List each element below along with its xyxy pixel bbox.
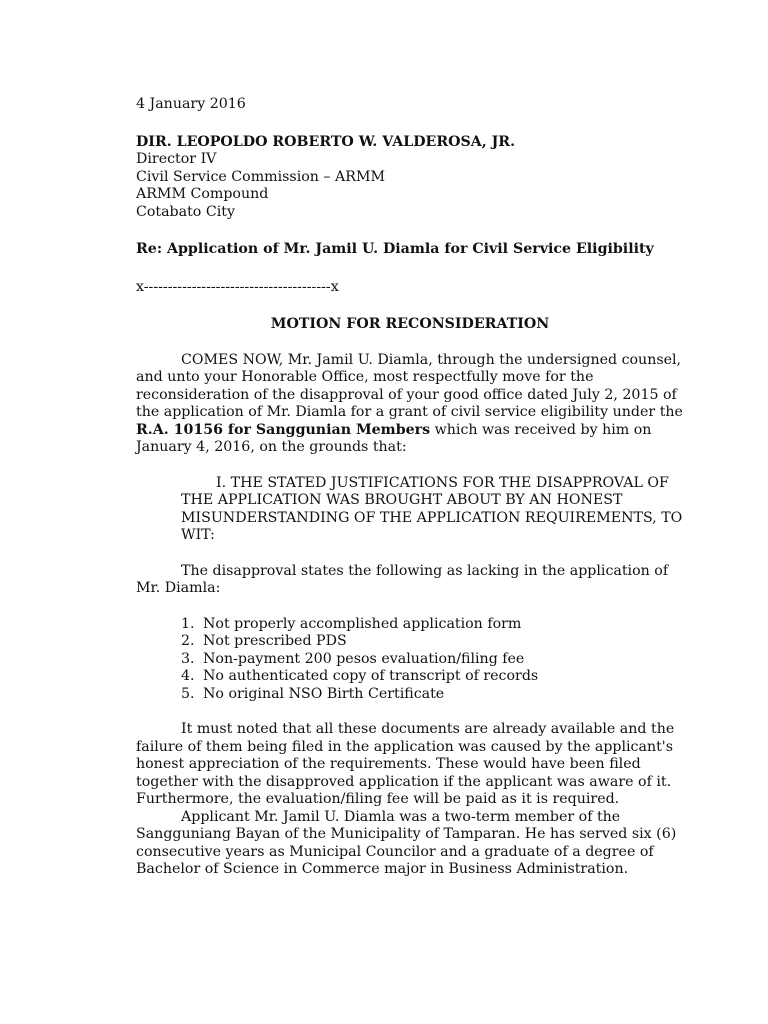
recipient-office: Civil Service Commission – ARMM	[136, 168, 386, 185]
applicant-paragraph: Applicant Mr. Jamil U. Diamla was a two-term member of the Sangguniang Bayan of the Municipality of Tamparan. He has served six (6) consecutive years as Municipal Councilor and a graduate of a degree of Bachelor of Science in Commerce major in Business Administration.	[136, 808, 677, 877]
list-item	[181, 668, 684, 686]
letter-date: 4 January 2016	[136, 96, 246, 112]
list-item-number: 2.	[181, 633, 195, 649]
list-item-number: 5.	[181, 685, 195, 702]
list-item	[181, 616, 684, 634]
list-item-number: 1.	[181, 615, 195, 632]
intro-bold-law: R.A. 10156 for Sanggunian Members	[136, 421, 431, 438]
list-item-text: Non-payment 200 pesos evaluation/filing fee	[203, 650, 525, 667]
recipient-compound: ARMM Compound	[136, 186, 269, 202]
letter-page	[136, 96, 684, 879]
list-item	[181, 686, 684, 704]
list-item	[181, 651, 684, 669]
lacking-list	[181, 616, 684, 704]
document-title: MOTION FOR RECONSIDERATION	[270, 316, 550, 332]
list-item-text: Not properly accomplished application form	[203, 615, 522, 632]
list-item-number: 4.	[181, 668, 195, 684]
recipient-city: Cotabato City	[136, 203, 235, 220]
intro-text-start: COMES NOW, Mr. Jamil U. Diamla, through the undersigned counsel, and unto your Honorable Office, most respectfully move for the reconsideration of the disapproval of your good office dated July 2, 2015 of the application of Mr. Diamla for a grant of civil service eligibility under the	[136, 351, 683, 420]
list-item-text: Not prescribed PDS	[203, 633, 347, 649]
subject-line: Re: Application of Mr. Jamil U. Diamla for Civil Service Eligibility	[136, 241, 654, 257]
separator-line: x---------------------------------------x	[136, 278, 339, 295]
list-item	[181, 633, 684, 651]
intro-paragraph	[136, 352, 684, 457]
recipient-name: DIR. LEOPOLDO ROBERTO W. VALDEROSA, JR.	[136, 133, 516, 150]
intro-text-end: which was received by him on January 4, 2016, on the grounds that:	[136, 421, 652, 455]
recipient-block	[136, 134, 684, 222]
list-item-number: 3.	[181, 650, 195, 667]
lacking-intro: The disapproval states the following as lacking in the application of Mr. Diamla:	[136, 562, 669, 596]
list-item-text: No authenticated copy of transcript of records	[203, 668, 539, 684]
ground-heading: I. THE STATED JUSTIFICATIONS FOR THE DISAPPROVAL OF THE APPLICATION WAS BROUGHT ABOUT BY AN HONEST MISUNDERSTANDING OF THE APPLICATION REQUIREMENTS, TO WIT:	[181, 474, 683, 543]
noted-paragraph: It must noted that all these documents are already available and the failure of them being filed in the application was caused by the applicant's honest appreciation of the requirements. These would have been filed together with the disapproved application if the applicant was aware of it. Furthermore, the evaluation/filing fee will be paid as it is required.	[136, 721, 675, 807]
recipient-position: Director IV	[136, 151, 217, 167]
list-item-text: No original NSO Birth Certificate	[203, 685, 445, 702]
